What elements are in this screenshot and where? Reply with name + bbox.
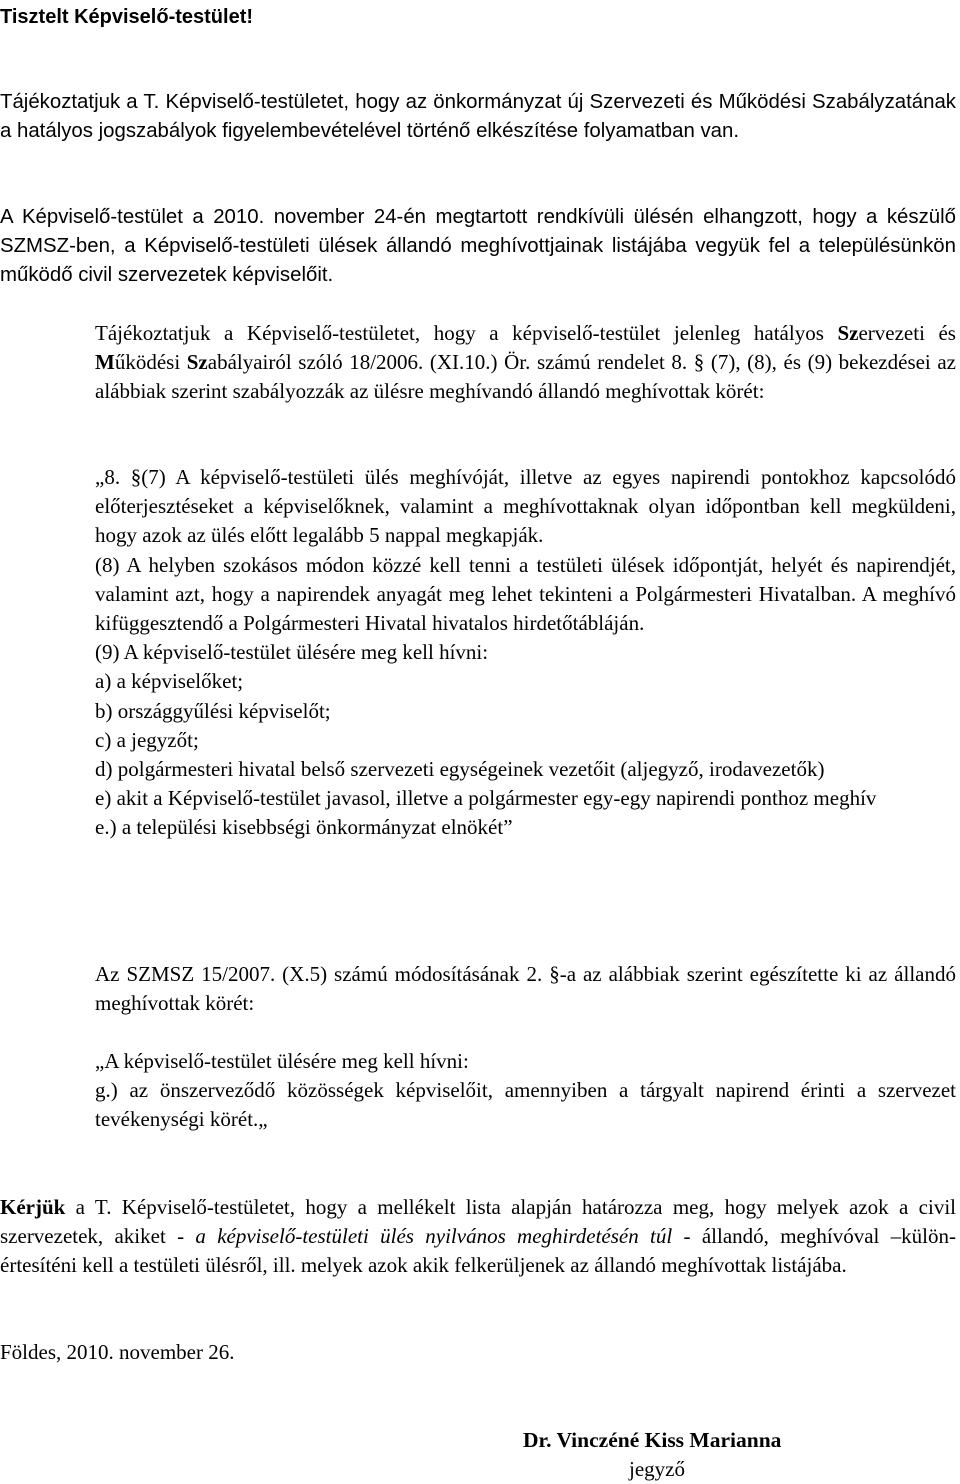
quote-section-8: (8) A helyben szokásos módon közzé kell tenni a testületi ülések időpontját, helyét és napirendjét, valamint azt, hogy a napirendek anyagát meg lehet tekinteni a Polgármesteri Hivatalban. A meghívó kifüggesztendő a Polgármesteri Hivatal hivatalos hirdetőtábláján. [95, 552, 956, 636]
paragraph-amendment: Az SZMSZ 15/2007. (X.5) számú módosításának 2. §-a az alábbiak szerint egészítette ki az állandó meghívottak körét: [95, 962, 956, 1016]
quoted-rules-block [95, 463, 956, 843]
amendment-quote-line2: g.) az önszerveződő közösségek képviselőit, amennyiben a tárgyalt napirend érinti a szervezet tevékenységi körét.„ [95, 1078, 956, 1132]
rules-bold-m: M [95, 350, 115, 375]
rules-bold-sz: Sz [837, 321, 859, 345]
quote-item-d: d) polgármesteri hivatal belső szervezeti egységeinek vezetőit (aljegyző, irodavezetők) [95, 757, 825, 782]
paragraph-request [0, 1193, 956, 1281]
paragraph-meeting-note: A Képviselő-testület a 2010. november 24-én megtartott rendkívüli ülésén elhangzott, hogy a készülő SZMSZ-ben, a Képviselő-testületi ülések állandó meghívottjainak listájába vegyük fel a településünkön működő civil szervezetek képviselőit. [0, 206, 956, 286]
request-text-2: - állandó, meghívóval –külön- értesíténi kell a testületi ülésről, ill. melyek azok akik felkerüljenek az állandó meghívottak listájába. [0, 1224, 956, 1278]
quote-section-9: (9) A képviselő-testület ülésére meg kell hívni: [95, 640, 489, 665]
request-bold: Kérjük [0, 1195, 66, 1219]
quote-section-7: „8. §(7) A képviselő-testületi ülés meghívóját, illetve az egyes napirendi pontokhoz kapcsolódó előterjesztéseket a képviselőknek, valamint a meghívottaknak olyan időpontban kell megküldeni, hogy azok az ülés előtt legalább 5 nappal megkapják. [95, 465, 956, 548]
rules-text-2: ervezeti és [858, 321, 956, 345]
quote-item-e: e) akit a Képviselő-testület javasol, illetve a polgármester egy-egy napirendi ponthoz meghív [95, 786, 877, 811]
quote-item-b: b) országgyűlési képviselőt; [95, 698, 331, 723]
rules-text-1: Tájékoztatjuk a Képviselő-testületet, hogy a képviselő-testület jelenleg hatályos [95, 321, 838, 345]
paragraph-intro: Tájékoztatjuk a T. Képviselő-testületet, hogy az önkormányzat új Szervezeti és Működési Szabályzatának a hatályos jogszabályok figyelembevételével történő elkészítése folyamatban van. [0, 91, 956, 142]
salutation-heading: Tisztelt Képviselő-testület! [0, 6, 254, 28]
rules-text-3: űködési [114, 350, 187, 375]
quote-item-c: c) a jegyzőt; [95, 727, 199, 752]
quote-item-a: a) a képviselőket; [95, 669, 244, 694]
signature-title: jegyző [629, 1457, 685, 1481]
request-italic: a képviselő-testületi ülés nyilvános meghirdetésén túl [195, 1224, 673, 1249]
rules-text-4: abályairól szóló 18/2006. (XI.10.) Ör. számú rendelet 8. § (7), (8), és (9) bekezdései az alábbiak szerint szabályozzák az ülésre meghívandó állandó meghívottak körét: [95, 350, 956, 404]
quote-item-e2: e.) a települési kisebbségi önkormányzat elnökét” [95, 815, 513, 840]
signature-name: Dr. Vinczéné Kiss Marianna [523, 1428, 782, 1452]
rules-bold-sz-2: Sz [186, 350, 208, 375]
amendment-quote-line1: „A képviselő-testület ülésére meg kell hívni: [95, 1049, 469, 1073]
request-text-1: a T. Képviselő-testületet, hogy a mellékelt lista alapján határozza meg, hogy melyek azok a civil szervezetek, akiket - [0, 1195, 956, 1249]
amendment-quote [95, 1047, 956, 1135]
place-date: Földes, 2010. november 26. [0, 1340, 235, 1364]
paragraph-current-rules [95, 319, 956, 407]
